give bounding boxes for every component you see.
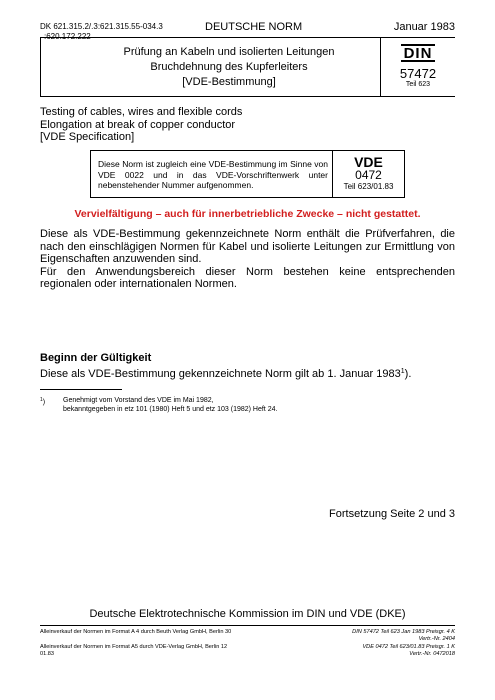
german-title-line-2: Bruchdehnung des Kupferleiters (150, 61, 308, 73)
din-number: 57472 (399, 66, 437, 81)
german-title-line-1: Prüfung an Kabeln und isolierten Leitungen (123, 46, 335, 58)
validity-heading: Beginn der Gültigkeit (40, 352, 152, 364)
validity-sentence: Diese als VDE-Bestimmung gekennzeichnete Norm gilt ab 1. Januar 1983 (40, 368, 401, 380)
footer-divider (40, 625, 455, 626)
footnote-marker-number: 1 (40, 397, 43, 403)
vde-part: Teil 623/01.83 (343, 182, 394, 191)
document-type: DEUTSCHE NORM (205, 21, 303, 33)
footnote-divider (40, 389, 122, 390)
footnote-marker-paren: ) (42, 399, 46, 406)
din-part: Teil 623 (405, 81, 431, 88)
body-text (40, 228, 455, 291)
body-paragraph-2: Für den Anwendungsbereich dieser Norm bestehen keine entsprechenden regionalen oder internationalen Normen. (40, 265, 455, 291)
footnote-marker (40, 396, 45, 407)
german-title (79, 45, 379, 90)
footer-left-3: 01.83 (40, 651, 54, 657)
vde-statement: Diese Norm ist zugleich eine VDE-Bestimmung im Sinne von VDE 0022 und in das VDE-Vorschriftenwerk unter nebenstehender Nummer aufgenommen. (98, 159, 328, 190)
validity-sentence-end: ). (404, 368, 412, 380)
vde-designation (332, 150, 404, 198)
english-title (40, 106, 242, 144)
reproduction-warning: Vervielfältigung – auch für innerbetriebliche Zwecke – nicht gestattet. (74, 208, 421, 220)
footer-right-2: Vertr.-Nr. 2404 (418, 636, 455, 642)
english-title-line-2: Elongation at break of copper conductor (40, 118, 236, 131)
footer-left-2: Alleinverkauf der Normen im Format A5 durch VDE-Verlag GmbH, Berlin 12 (40, 644, 228, 650)
din-logo: DIN (401, 44, 436, 62)
footer-left-1: Alleinverkauf der Normen im Format A 4 durch Beuth Verlag GmbH, Berlin 30 (40, 629, 232, 635)
footnote-line-2: bekanntgegeben in etz 101 (1980) Heft 5 und etz 103 (1982) Heft 24. (63, 406, 278, 413)
vde-number: 0472 (355, 168, 382, 182)
body-paragraph-1: Diese als VDE-Bestimmung gekennzeichnete Norm enthält die Prüfverfahren, die nach den einschlägigen Normen für Kabel und isolierte Leitungen zur Ermittlung von Eigenschaften anzuwenden sind. (40, 228, 455, 266)
title-box (40, 37, 455, 97)
footnote (40, 396, 277, 414)
german-title-line-3: [VDE-Bestimmung] (182, 76, 276, 88)
footer-right-3: VDE 0472 Teil 623/01.83 Preisgr. 1 K (362, 644, 455, 650)
vde-box (90, 150, 405, 198)
continuation-note: Fortsetzung Seite 2 und 3 (329, 508, 455, 520)
footer-right-1: DIN 57472 Teil 623 Jan 1983 Preisgr. 4 K (352, 629, 455, 635)
dk-line-2: :620.172.222 (44, 31, 91, 41)
validity-text (40, 368, 411, 380)
english-title-line-1: Testing of cables, wires and flexible cords (40, 106, 243, 118)
vde-logo: VDE (354, 154, 383, 170)
footnote-reference: 1 (400, 368, 405, 375)
english-title-line-3: [VDE Specification] (40, 131, 135, 143)
din-box (380, 37, 455, 97)
footnote-line-1: Genehmigt vom Vorstand des VDE im Mai 1982, (63, 397, 214, 404)
footer-right-4: Vertr.-Nr. 0472018 (409, 651, 455, 657)
dke-commission: Deutsche Elektrotechnische Kommission im DIN und VDE (DKE) (89, 608, 406, 620)
publication-date: Januar 1983 (393, 21, 455, 33)
dk-line-1: DK 621.315.2/.3:621.315.55-034.3 (40, 22, 163, 31)
